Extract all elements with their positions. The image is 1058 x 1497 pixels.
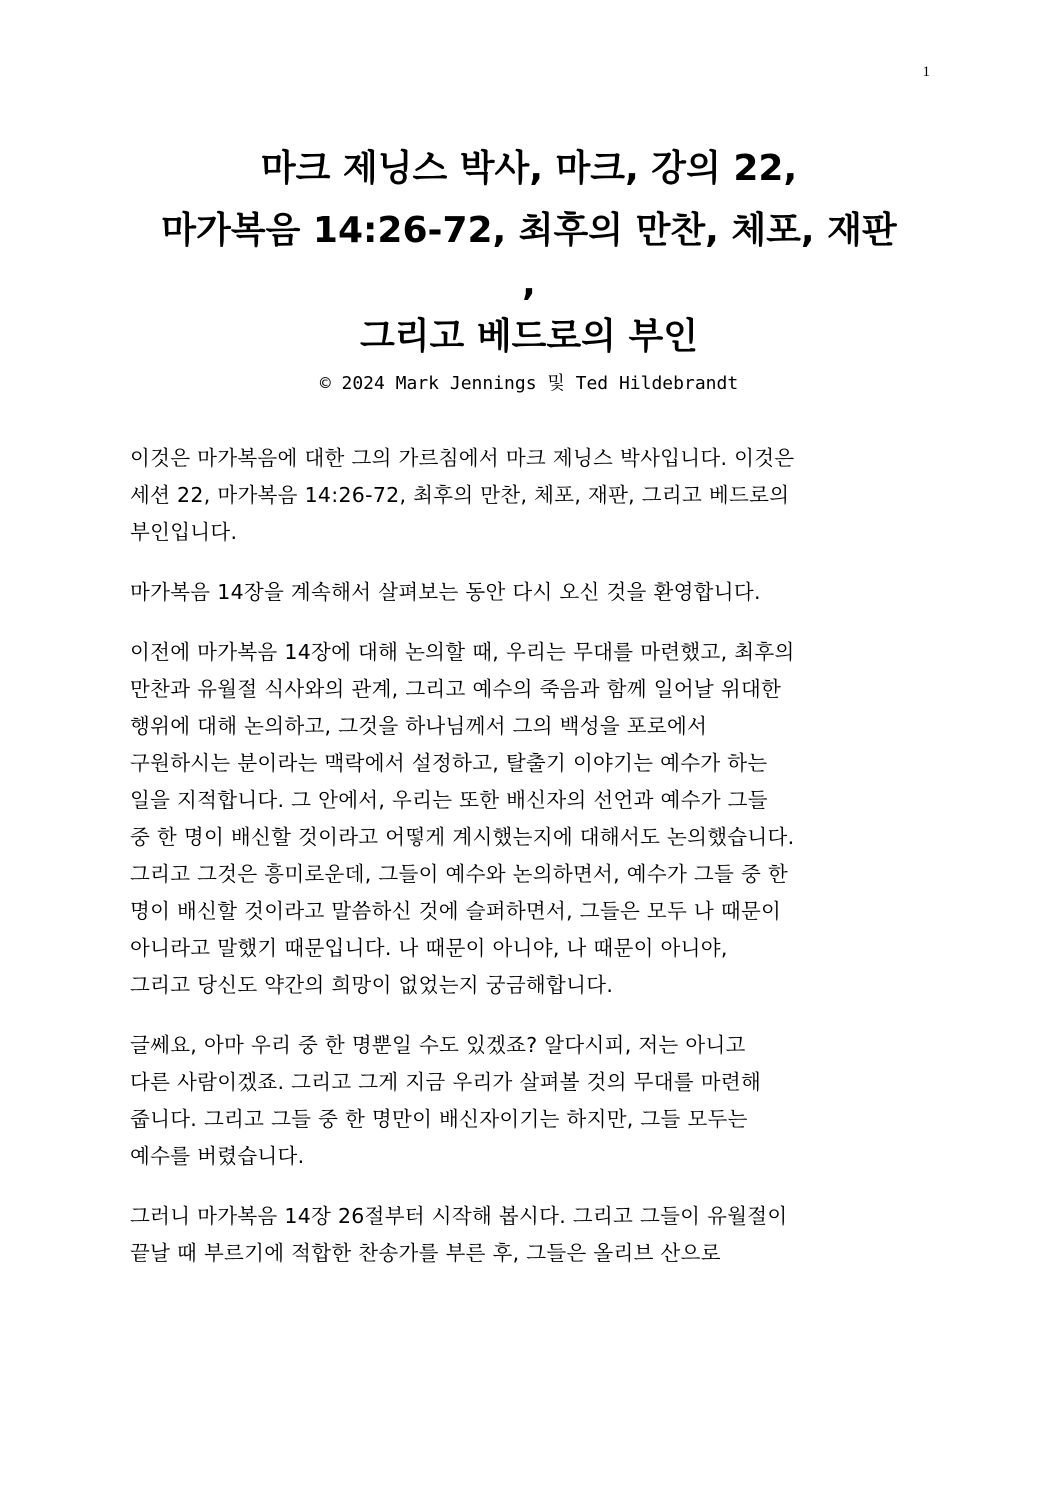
text-line: 일을 지적합니다. 그 안에서, 우리는 또한 배신자의 선언과 예수가 그들 bbox=[130, 788, 768, 812]
text-line: 이것은 마가복음에 대한 그의 가르침에서 마크 제닝스 박사입니다. 이것은 bbox=[130, 446, 795, 470]
text-line: 아니라고 말했기 때문입니다. 나 때문이 아니야, 나 때문이 아니야, bbox=[130, 936, 728, 960]
paragraph bbox=[130, 634, 930, 1004]
text-line: 행위에 대해 논의하고, 그것을 하나님께서 그의 백성을 포로에서 bbox=[130, 714, 708, 738]
paragraph bbox=[130, 440, 930, 551]
paragraph bbox=[130, 574, 930, 611]
text-line: 끝날 때 부르기에 적합한 찬송가를 부른 후, 그들은 올리브 산으로 bbox=[130, 1241, 721, 1265]
title-line: 마가복음 14:26-72, 최후의 만찬, 체포, 재판 bbox=[161, 210, 897, 251]
text-line: 그리고 그것은 흥미로운데, 그들이 예수와 논의하면서, 예수가 그들 중 한 bbox=[130, 862, 788, 886]
title-line: 마크 제닝스 박사, 마크, 강의 22, bbox=[260, 148, 798, 189]
text-line: 그리고 당신도 약간의 희망이 없었는지 궁금해합니다. bbox=[130, 973, 614, 997]
text-line: 부인입니다. bbox=[130, 520, 238, 544]
text-line: 마가복음 14장을 계속해서 살펴보는 동안 다시 오신 것을 환영합니다. bbox=[130, 580, 761, 604]
title-line: , bbox=[522, 263, 536, 304]
copyright-notice: © 2024 Mark Jennings 및 Ted Hildebrandt bbox=[319, 373, 739, 394]
text-line: 줍니다. 그리고 그들 중 한 명만이 배신자이기는 하지만, 그들 모두는 bbox=[130, 1107, 748, 1131]
text-line: 글쎄요, 아마 우리 중 한 명뿐일 수도 있겠죠? 알다시피, 저는 아니고 bbox=[130, 1033, 746, 1057]
text-line: 명이 배신할 것이라고 말씀하신 것에 슬퍼하면서, 그들은 모두 나 때문이 bbox=[130, 899, 782, 923]
document-title bbox=[100, 138, 958, 398]
text-line: 예수를 버렸습니다. bbox=[130, 1144, 305, 1168]
text-line: 만찬과 유월절 식사와의 관계, 그리고 예수의 죽음과 함께 일어날 위대한 bbox=[130, 677, 782, 701]
page-number: 1 bbox=[922, 64, 930, 80]
text-line: 세션 22, 마가복음 14:26-72, 최후의 만찬, 체포, 재판, 그리고 베드로의 bbox=[130, 483, 790, 507]
title-line: 그리고 베드로의 부인 bbox=[359, 316, 699, 357]
text-line: 중 한 명이 배신할 것이라고 어떻게 계시했는지에 대해서도 논의했습니다. bbox=[130, 825, 795, 849]
text-line: 그러니 마가복음 14장 26절부터 시작해 봅시다. 그리고 그들이 유월절이 bbox=[130, 1204, 788, 1228]
paragraph bbox=[130, 1027, 930, 1175]
text-line: 이전에 마가복음 14장에 대해 논의할 때, 우리는 무대를 마련했고, 최후의 bbox=[130, 640, 795, 664]
document-body bbox=[130, 440, 930, 1295]
text-line: 구원하시는 분이라는 맥락에서 설정하고, 탈출기 이야기는 예수가 하는 bbox=[130, 751, 768, 775]
paragraph bbox=[130, 1198, 930, 1272]
text-line: 다른 사람이겠죠. 그리고 그게 지금 우리가 살펴볼 것의 무대를 마련해 bbox=[130, 1070, 762, 1094]
